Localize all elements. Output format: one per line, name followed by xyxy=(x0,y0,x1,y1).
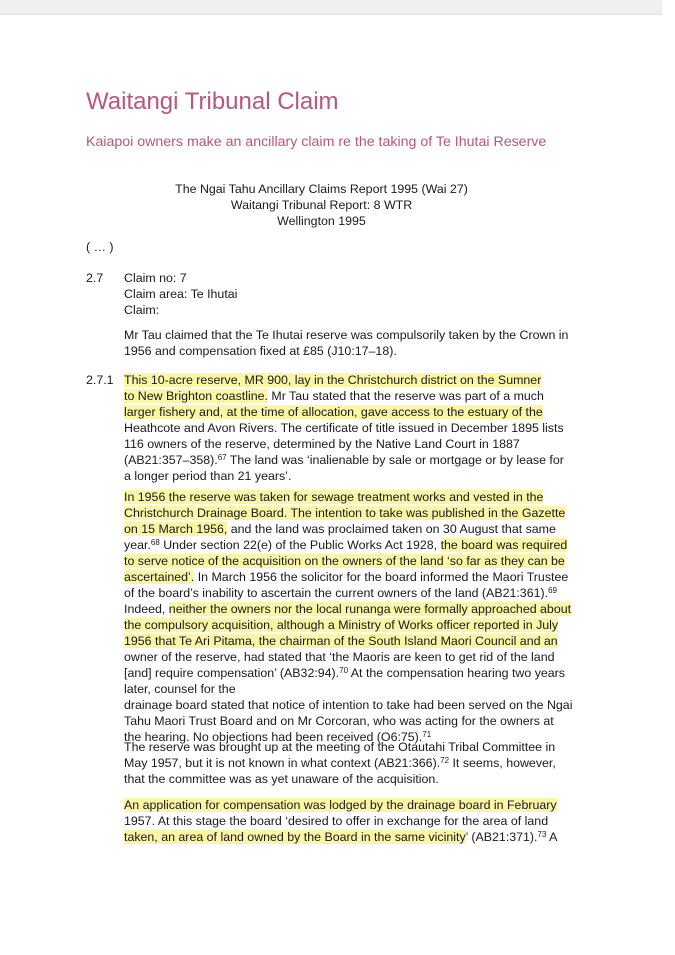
text-line: 1956 and compensation fixed at £85 (J10:17–18). xyxy=(124,344,397,358)
text-line: that the committee was as yet unaware of the acquisition. xyxy=(124,772,439,786)
text-run: [and] require compensation’ (AB32:94). xyxy=(124,666,340,680)
text-line: 1957. At this stage the board ‘desired to offer in exchange for the area of land xyxy=(124,814,549,828)
text-line: 116 owners of the reserve, determined by the Native Land Court in 1887 xyxy=(124,437,520,451)
highlight: This 10-acre reserve, MR 900, lay in the Christchurch district on the Sumner xyxy=(124,373,542,387)
text-run: the hearing. No objections had been received (O6:75). xyxy=(124,730,423,744)
text-line xyxy=(124,585,624,601)
claim-area: Claim area: Te Ihutai xyxy=(124,287,238,301)
highlight: Christchurch Drainage Board. The intention to take was published in the Gazette xyxy=(124,506,566,520)
highlight: larger fishery and, at the time of allocation, gave access to the estuary of the xyxy=(124,405,543,419)
footnote-ref: 67 xyxy=(217,453,227,462)
text-run: It seems, however, xyxy=(449,756,556,770)
claim-label: Claim: xyxy=(124,303,160,317)
text-line xyxy=(124,489,624,505)
viewer-toolbar xyxy=(0,0,662,15)
text-run: (AB21:357–358). xyxy=(124,453,218,467)
section-number: 2.7 xyxy=(86,271,104,285)
highlight: the compulsory acquisition, although a Ministry of Works officer reported in July xyxy=(124,618,559,632)
text-line xyxy=(124,633,624,649)
highlight: In 1956 the reserve was taken for sewage treatment works and vested in the xyxy=(124,490,544,504)
text-run: year. xyxy=(124,538,151,552)
text-line xyxy=(124,797,624,813)
citation-line: Waitangi Tribunal Report: 8 WTR xyxy=(230,198,413,212)
paragraph-1 xyxy=(124,372,624,484)
text-line: owner of the reserve, had stated that ‘the Maoris are keen to get rid of the land xyxy=(124,650,555,664)
text-line xyxy=(124,505,624,521)
text-line xyxy=(124,388,624,404)
paragraph-4 xyxy=(124,797,624,845)
text-line xyxy=(124,553,624,569)
text-line: Mr Tau claimed that the Te Ihutai reserve was compulsorily taken by the Crown in xyxy=(124,328,569,342)
highlight: to serve notice of the acquisition on the owners of the land ‘so far as they can be xyxy=(124,554,565,568)
paragraph-2 xyxy=(124,489,624,745)
text-line xyxy=(124,452,624,468)
text-run: ’ (AB21:371). xyxy=(465,830,538,844)
paragraph-3 xyxy=(124,739,624,787)
claim-number: Claim no: 7 xyxy=(124,271,187,285)
footnote-ref: 73 xyxy=(537,830,547,839)
highlight: neither the owners nor the local runanga were formally approached about xyxy=(168,602,572,616)
citation-line: The Ngai Tahu Ancillary Claims Report 1995 (Wai 27) xyxy=(175,182,468,196)
highlight: An application for compensation was lodged by the drainage board in February xyxy=(124,798,557,812)
text-line: later, counsel for the xyxy=(124,682,236,696)
text-line: Heathcote and Avon Rivers. The certificate of title issued in December 1895 lists xyxy=(124,421,564,435)
text-run: of the board’s inability to ascertain the current owners of the land (AB21:361). xyxy=(124,586,549,600)
omission-marker: ( … ) xyxy=(86,240,114,254)
footnote-ref: 70 xyxy=(339,666,349,675)
claim-paragraph xyxy=(124,327,624,359)
highlight: to New Brighton coastline. xyxy=(124,389,268,403)
text-line xyxy=(124,521,624,537)
text-line: a longer period than 21 years’. xyxy=(124,469,292,483)
text-line xyxy=(124,829,624,845)
text-run: A xyxy=(546,830,558,844)
page-subtitle: Kaiapoi owners make an ancillary claim re the taking of Te Ihutai Reserve xyxy=(86,134,547,150)
text-line xyxy=(124,601,624,617)
text-line xyxy=(124,372,624,388)
footnote-ref: 69 xyxy=(548,586,557,595)
section-number: 2.7.1 xyxy=(86,373,114,387)
text-line: The reserve was brought up at the meeting of the Otautahi Tribal Committee in xyxy=(124,740,556,754)
citation-block xyxy=(0,181,643,229)
citation-line: Wellington 1995 xyxy=(277,214,366,228)
claim-header xyxy=(124,270,624,318)
text-line xyxy=(124,617,624,633)
text-run: May 1957, but it is not known in what context (AB21:366). xyxy=(124,756,441,770)
text-line: Tahu Maori Trust Board and on Mr Corcoran, who was acting for the owners at xyxy=(124,714,554,728)
footnote-ref: 71 xyxy=(422,730,432,739)
highlight: taken, an area of land owned by the Board in the same vicinity xyxy=(124,830,466,844)
footnote-ref: 72 xyxy=(440,756,450,765)
text-run: In March 1956 the solicitor for the board informed the Maori Trustee xyxy=(194,570,569,584)
highlight: the board was required xyxy=(440,538,568,552)
text-run: At the compensation hearing two years xyxy=(348,666,565,680)
text-line xyxy=(124,755,624,771)
text-run: and the land was proclaimed taken on 30 August that same xyxy=(227,522,556,536)
highlight: on 15 March 1956, xyxy=(124,522,228,536)
text-line xyxy=(124,569,624,585)
text-run: Under section 22(e) of the Public Works Act 1928, xyxy=(159,538,441,552)
text-run: The land was ‘inalienable by sale or mortgage or by lease for xyxy=(226,453,564,467)
text-line xyxy=(124,404,624,420)
text-run: Mr Tau stated that the reserve was part of a much xyxy=(267,389,544,403)
highlight: 1956 that Te Ari Pitama, the chairman of the South Island Maori Council and an xyxy=(124,634,558,648)
text-line: drainage board stated that notice of intention to take had been served on the Ngai xyxy=(124,698,573,712)
highlight: ascertained’. xyxy=(124,570,195,584)
page-title: Waitangi Tribunal Claim xyxy=(86,88,339,115)
text-run: Indeed, xyxy=(124,602,169,616)
footnote-ref: 68 xyxy=(150,538,160,547)
text-line xyxy=(124,537,624,553)
text-line xyxy=(124,665,624,681)
